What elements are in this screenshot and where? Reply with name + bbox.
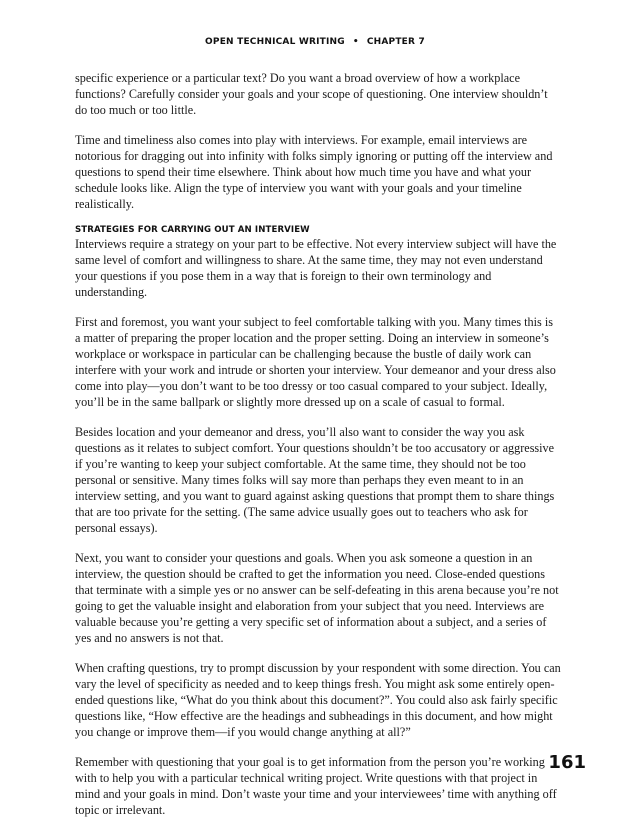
paragraph: First and foremost, you want your subject to feel comfortable talking with you. Many times this is a matter of preparing the proper location and the proper setting. Doing an interview in someone’s workplace or workspace in particular can be challenging because the bustle of daily work can interfere with your work and intrude or shorten your interview. Your demeanor and your dress also come into play—you don’t want to be too dressy or too casual compared to your subject. Ideally, you’ll be in the same ballpark or slightly more dressed up on a scale of casual to formal. [75,315,556,409]
header-separator: • [352,37,359,47]
page-body [75,71,561,833]
chapter-label: CHAPTER 7 [366,37,425,47]
paragraph: Time and timeliness also comes into play with interviews. For example, email interviews are notorious for dragging out into infinity with folks simply ignoring or putting off the interview and questions to spend their time elsewhere. Think about how much time you have and what your schedule looks like. Align the type of interview you want with your goals and your timeline realistically. [75,133,553,211]
paragraph: Besides location and your demeanor and dress, you’ll also want to consider the way you ask questions as it relates to subject comfort. Your questions shouldn’t be too accusatory or aggressive if you’re wanting to keep your subject comfortable. At the same time, they should not be too personal or sensitive. Many times folks will say more than perhaps they even meant to in an interview setting, and you want to guard against asking questions that prompt them to share things that are too private for the setting. (The same advice usually goes out to teachers who ask for personal essays). [75,425,555,535]
paragraph: Remember with questioning that your goal is to get information from the person you’re working with to help you with a particular technical writing project. Write questions with that project in mind and your goals in mind. Don’t waste your time and your interviewees’ time with anything off topic or irrelevant. [75,755,557,817]
running-header [0,37,630,47]
paragraph: Next, you want to consider your questions and goals. When you ask someone a question in an interview, the question should be crafted to get the information you need. Close-ended questions that terminate with a simple yes or no answer can be self-defeating in this arena because you’re not going to get the valuable insight and elaboration from your subject that you need. Interviews are valuable because you’re getting a very specific set of information about a subject, and a series of yes and no answers is not that. [75,551,559,645]
paragraph: specific experience or a particular text? Do you want a broad overview of how a workplace functions? Carefully consider your goals and your scope of questioning. One interview shouldn’t do too much or too little. [75,71,548,117]
page-number: 161 [548,752,586,773]
paragraph: When crafting questions, try to prompt discussion by your respondent with some direction. You can vary the level of specificity as needed and to keep things fresh. You might ask some entirely open-ended questions like, “What do you think about this document?”. You could also ask fairly specific questions like, “How effective are the headings and subheadings in this document, and how might you change or improve them—if you would change anything at all?” [75,661,561,739]
paragraph: Interviews require a strategy on your part to be effective. Not every interview subject will have the same level of comfort and willingness to share. At the same time, they may not even understand your questions if you pose them in a way that is foreign to their own terminology and understanding. [75,237,557,299]
book-title: OPEN TECHNICAL WRITING [205,37,345,47]
section-heading: STRATEGIES FOR CARRYING OUT AN INTERVIEW [75,225,310,236]
